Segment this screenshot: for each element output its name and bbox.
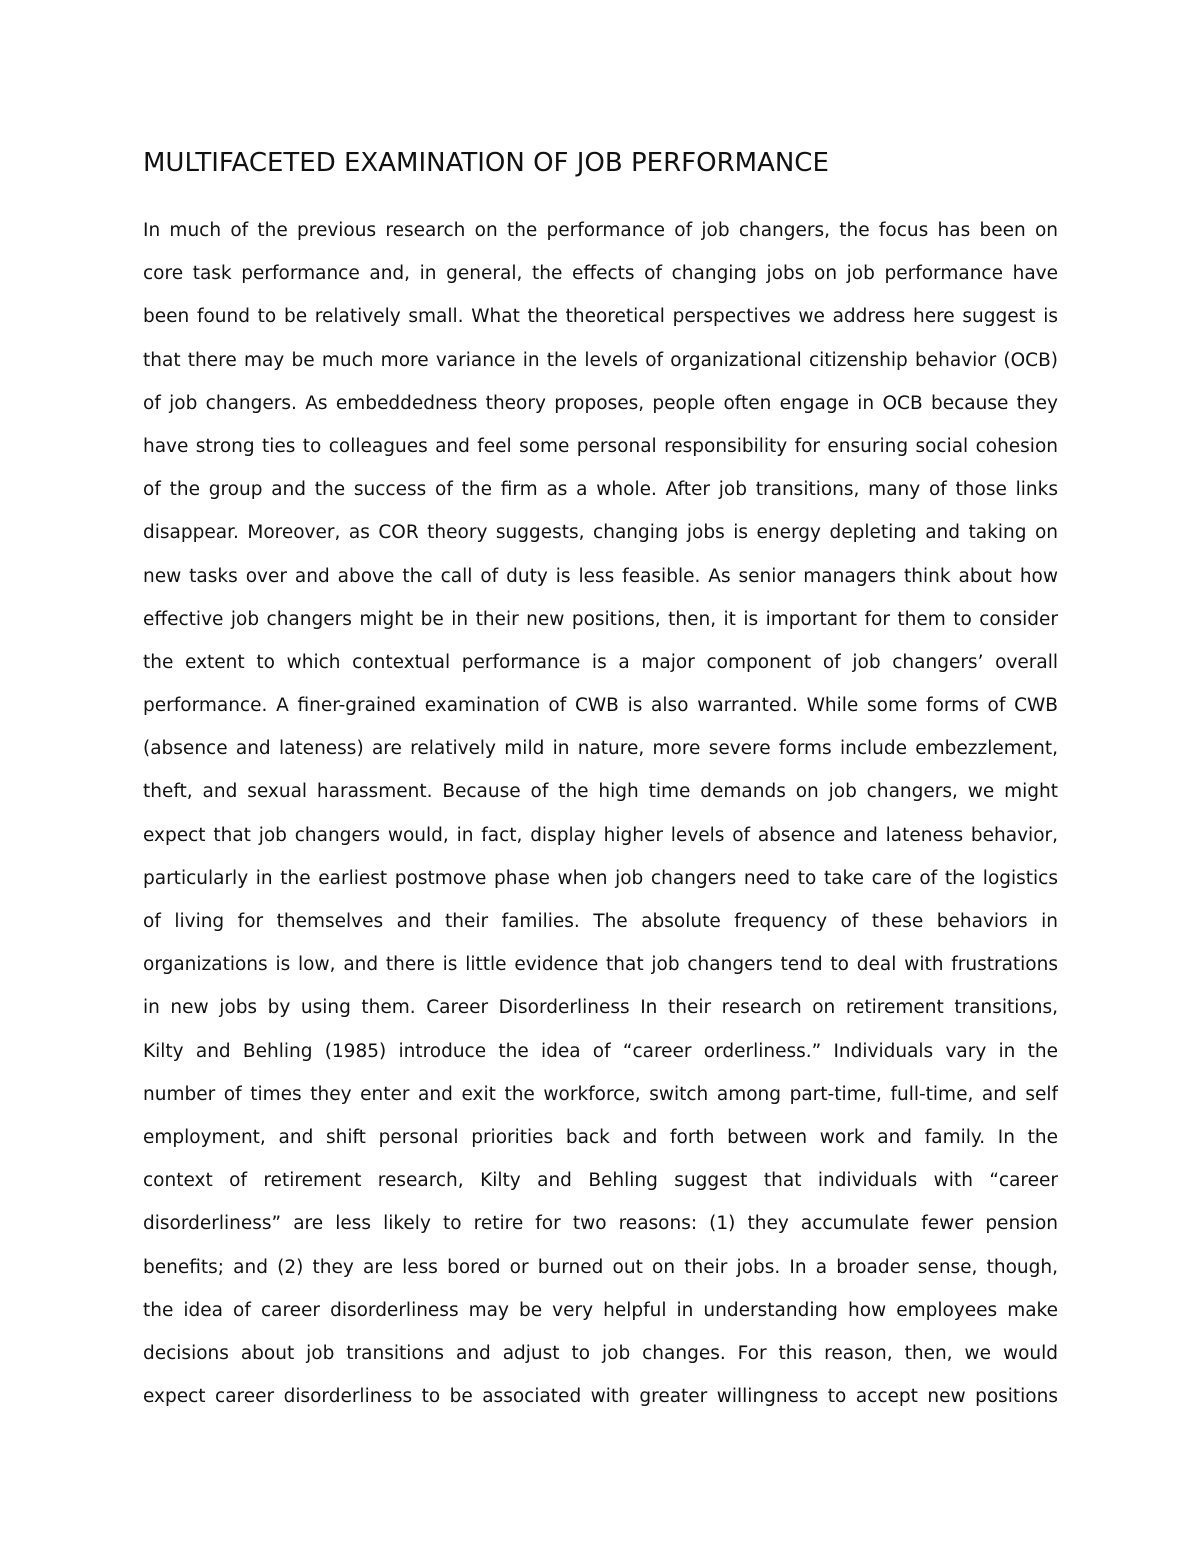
text-line: number of times they enter and exit the workforce, switch among part-time, full-time, and self: [143, 1083, 1058, 1105]
text-line: have strong ties to colleagues and feel some personal responsibility for ensuring social cohesion: [143, 435, 1058, 457]
text-line: employment, and shift personal priorities back and forth between work and family. In the: [143, 1126, 1058, 1148]
body-paragraph: [143, 212, 1058, 1421]
text-line: of the group and the success of the firm as a whole. After job transitions, many of those links: [143, 479, 1058, 501]
text-line: (absence and lateness) are relatively mild in nature, more severe forms include embezzlement,: [143, 738, 1058, 760]
text-line: decisions about job transitions and adjust to job changes. For this reason, then, we would: [143, 1342, 1058, 1364]
text-line: context of retirement research, Kilty and Behling suggest that individuals with “career: [143, 1170, 1058, 1192]
text-line: Kilty and Behling (1985) introduce the idea of “career orderliness.” Individuals vary in the: [143, 1040, 1058, 1062]
text-line: core task performance and, in general, the effects of changing jobs on job performance have: [143, 263, 1058, 285]
text-line: performance. A finer-grained examination of CWB is also warranted. While some forms of CWB: [143, 695, 1058, 717]
text-line: disorderliness” are less likely to retire for two reasons: (1) they accumulate fewer pension: [143, 1213, 1058, 1235]
text-line: organizations is low, and there is little evidence that job changers tend to deal with frustrations: [143, 954, 1058, 976]
text-line: in new jobs by using them. Career Disorderliness In their research on retirement transitions,: [143, 997, 1058, 1019]
text-line: expect career disorderliness to be associated with greater willingness to accept new positions: [143, 1386, 1058, 1408]
text-line: the idea of career disorderliness may be very helpful in understanding how employees make: [143, 1299, 1058, 1321]
text-line: theft, and sexual harassment. Because of the high time demands on job changers, we might: [143, 781, 1058, 803]
text-line: In much of the previous research on the performance of job changers, the focus has been on: [143, 220, 1058, 241]
text-line: of job changers. As embeddedness theory proposes, people often engage in OCB because they: [143, 392, 1058, 414]
text-line: the extent to which contextual performance is a major component of job changers’ overall: [143, 651, 1058, 673]
text-line: benefits; and (2) they are less bored or burned out on their jobs. In a broader sense, though,: [143, 1256, 1058, 1278]
text-line: particularly in the earliest postmove phase when job changers need to take care of the logistics: [143, 867, 1058, 889]
text-line: been found to be relatively small. What the theoretical perspectives we address here suggest is: [143, 306, 1058, 328]
document-title: MULTIFACETED EXAMINATION OF JOB PERFORMANCE: [143, 148, 829, 178]
text-line: new tasks over and above the call of duty is less feasible. As senior managers think about how: [143, 565, 1058, 587]
text-line: that there may be much more variance in the levels of organizational citizenship behavior (OCB): [143, 349, 1058, 371]
text-line: expect that job changers would, in fact, display higher levels of absence and lateness behavior,: [143, 824, 1058, 846]
text-line: disappear. Moreover, as COR theory suggests, changing jobs is energy depleting and taking on: [143, 522, 1058, 544]
text-line: effective job changers might be in their new positions, then, it is important for them to consider: [143, 608, 1058, 630]
text-line: of living for themselves and their families. The absolute frequency of these behaviors in: [143, 911, 1058, 932]
